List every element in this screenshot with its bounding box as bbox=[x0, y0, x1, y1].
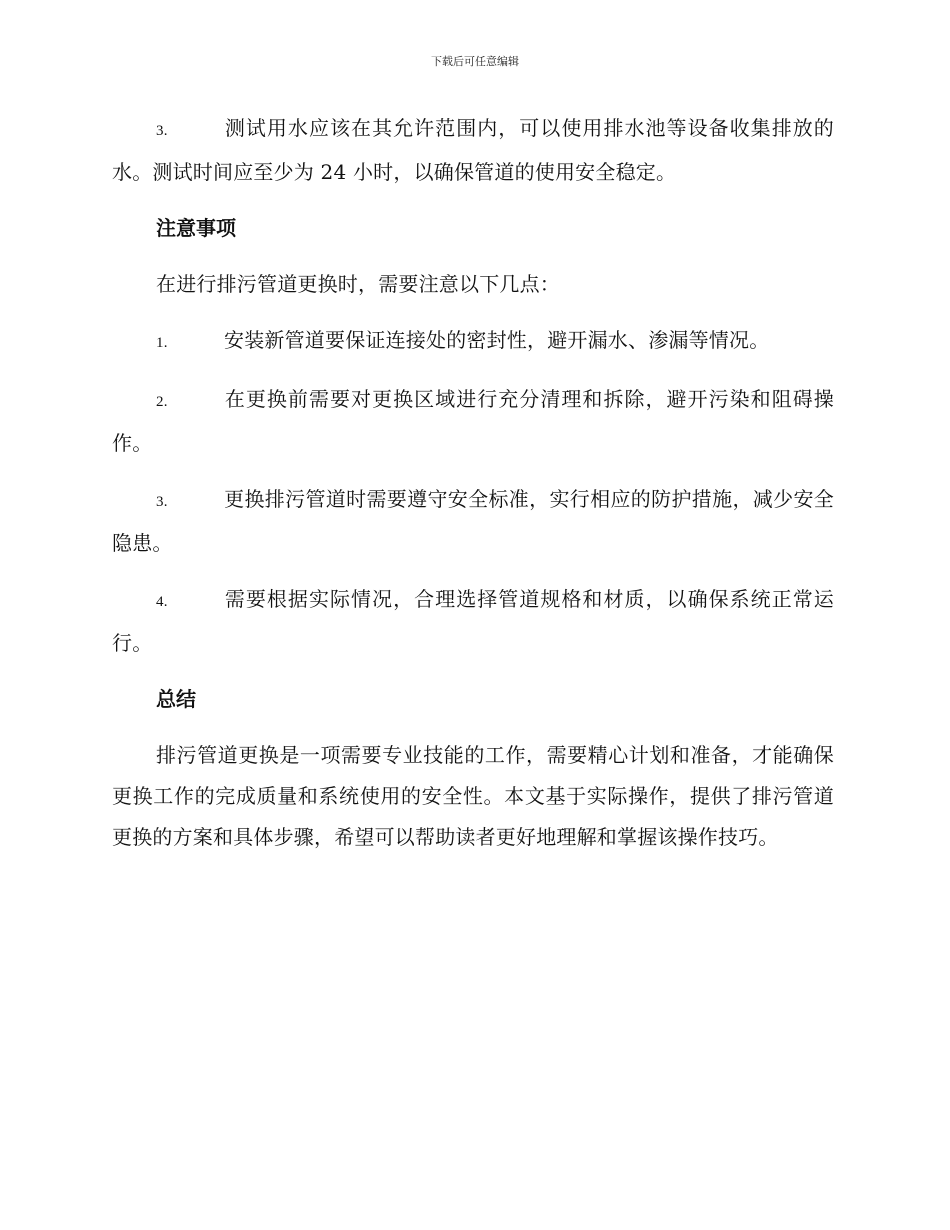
list-item-text: 在更换前需要对更换区域进行充分清理和拆除，避开污染和阻碍操作。 bbox=[112, 387, 834, 455]
list-item-text: 安装新管道要保证连接处的密封性，避开漏水、渗漏等情况。 bbox=[224, 328, 770, 352]
summary-paragraph: 排污管道更换是一项需要专业技能的工作，需要精心计划和准备，才能确保更换工作的完成质量和系统使用的安全性。本文基于实际操作，提供了排污管道更换的方案和具体步骤，希望可以帮助读者更好地理解和掌握该操作技巧。 bbox=[112, 743, 834, 849]
list-item-text: 更换排污管道时需要遵守安全标准，实行相应的防护措施，减少安全隐患。 bbox=[112, 487, 834, 555]
list-item-text: 需要根据实际情况，合理选择管道规格和材质，以确保系统正常运行。 bbox=[112, 587, 834, 655]
list-item-number: 1. bbox=[156, 335, 168, 351]
list-item-note-1 bbox=[112, 320, 834, 364]
notes-intro-paragraph: 在进行排污管道更换时，需要注意以下几点： bbox=[156, 272, 560, 296]
list-item-note-4 bbox=[112, 579, 834, 664]
section-heading-notes: 注意事项 bbox=[156, 216, 236, 240]
list-item-note-2 bbox=[112, 379, 834, 464]
document-body bbox=[112, 108, 834, 873]
list-item-number: 2. bbox=[156, 394, 168, 410]
list-item-text: 测试用水应该在其允许范围内，可以使用排水池等设备收集排放的水。测试时间应至少为 24 小时，以确保管道的使用安全稳定。 bbox=[112, 116, 834, 184]
list-item-number: 3. bbox=[156, 494, 168, 510]
list-item-number: 4. bbox=[156, 594, 168, 610]
section-heading-summary: 总结 bbox=[156, 687, 196, 711]
list-item-note-3 bbox=[112, 479, 834, 564]
list-item-number: 3. bbox=[156, 123, 168, 139]
list-item-test-water bbox=[112, 108, 834, 193]
page-header: 下载后可任意编辑 bbox=[431, 55, 519, 68]
